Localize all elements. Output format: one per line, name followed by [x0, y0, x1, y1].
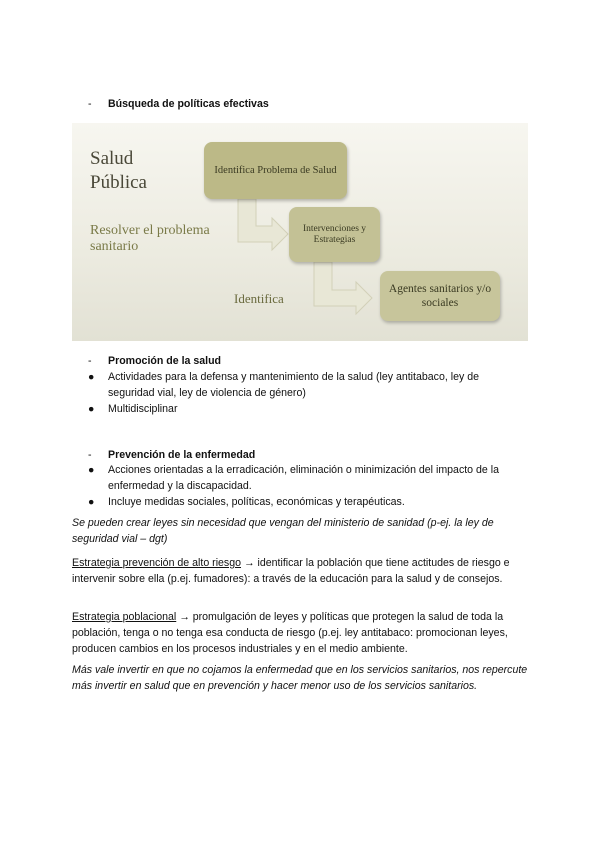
section-heading-promocion — [88, 353, 221, 369]
salud-publica-diagram — [72, 123, 528, 341]
dash-marker: - — [88, 98, 92, 110]
prevencion-bullet-list — [88, 462, 528, 510]
strategy-poblacional — [72, 609, 528, 657]
heading-text: Promoción de la salud — [108, 355, 222, 367]
diagram-box-intervenciones: Intervenciones y Estrategias — [289, 207, 380, 262]
list-item: ● Acciones orientadas a la erradicación, eliminación o minimización del impacto de la enfermedad y la discapacidad. — [88, 464, 499, 492]
arrow-1 — [238, 199, 288, 250]
dash-marker: - — [88, 355, 92, 367]
heading-text: Prevención de la enfermedad — [108, 449, 256, 461]
section-heading-prevencion — [88, 447, 255, 463]
diagram-box-agentes: Agentes sanitarios y/o sociales — [380, 271, 500, 321]
arrow-icon: → — [241, 557, 258, 569]
diagram-title: Salud Pública — [90, 148, 147, 193]
strategy-alto-riesgo — [72, 555, 528, 587]
dash-marker: - — [88, 449, 92, 461]
strategy-text: identificar la población que tiene actitudes de riesgo e intervenir sobre ella (p.ej. fumadores): a través de la educación para la salud y de consejos. — [72, 557, 510, 585]
strategy-label: Estrategia prevención de alto riesgo — [72, 557, 242, 569]
strategy-label: Estrategia poblacional — [72, 611, 177, 623]
bullet-icon: ● — [88, 403, 95, 415]
strategy-text: promulgación de leyes y políticas que protegen la salud de toda la población, tenga o no tenga esa conducta de riesgo (p.ej. ley antitabaco: promocionan leyes, producen cambios en los procesos industriales y en el medio ambiente. — [72, 611, 508, 655]
promocion-bullet-list — [88, 369, 528, 417]
note-leyes: Se pueden crear leyes sin necesidad que vengan del ministerio de sanidad (p-ej. la ley de seguridad vial – dgt) — [72, 517, 494, 545]
bullet-icon: ● — [88, 464, 95, 476]
diagram-identifica-label: Identifica — [234, 291, 284, 306]
diagram-box-identifica-problema: Identifica Problema de Salud — [204, 142, 347, 199]
arrow-icon: → — [176, 611, 193, 623]
note-invertir: Más vale invertir en que no cojamos la enfermedad que en los servicios sanitarios, nos repercute más invertir en salud que en prevención y hacer menor uso de los servicios sanitarios. — [72, 664, 528, 692]
arrow-2 — [314, 262, 372, 314]
list-item: ● Incluye medidas sociales, políticas, económicas y terapéuticas. — [88, 496, 405, 508]
heading-text: Búsqueda de políticas efectivas — [108, 98, 269, 110]
bullet-icon: ● — [88, 496, 95, 508]
diagram-subtitle: Resolver el problema sanitario — [90, 223, 210, 254]
section-heading-busqueda — [88, 96, 269, 112]
bullet-icon: ● — [88, 371, 95, 383]
list-item: ● Actividades para la defensa y mantenimiento de la salud (ley antitabaco, ley de seguridad vial, ley de violencia de género) — [88, 371, 480, 399]
list-item: ● Multidisciplinar — [88, 403, 178, 415]
